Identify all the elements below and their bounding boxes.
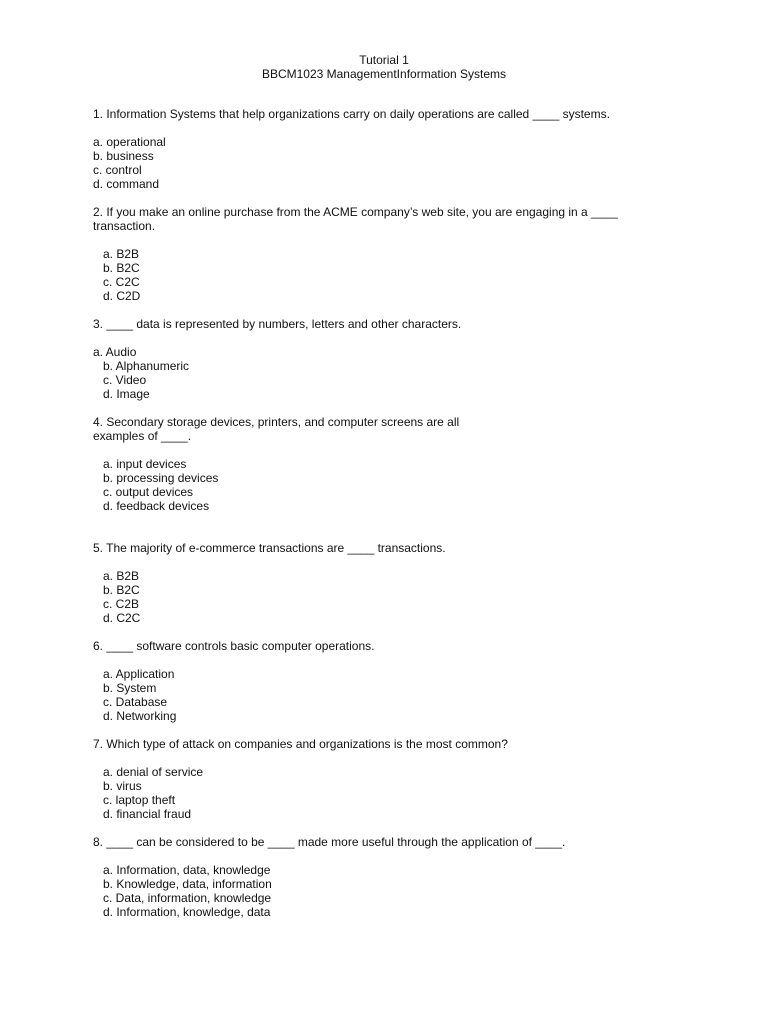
- option-c: c. C2B: [103, 597, 140, 611]
- option-c: c. control: [93, 163, 142, 177]
- option-list: [93, 345, 461, 401]
- question-text: 5. The majority of e-commerce transactions are ____ transactions.: [93, 541, 446, 555]
- option-c: c. laptop theft: [103, 793, 176, 807]
- question-text: 7. Which type of attack on companies and organizations is the most common?: [93, 737, 508, 751]
- option-list: [93, 765, 508, 821]
- option-b: b. virus: [103, 779, 142, 793]
- document-header: [0, 53, 768, 81]
- option-c: c. output devices: [103, 485, 194, 499]
- option-list: [93, 457, 459, 513]
- option-c: c. Video: [103, 373, 147, 387]
- option-d: d. command: [93, 177, 160, 191]
- option-a: a. Application: [103, 667, 175, 681]
- question-8: [93, 835, 565, 919]
- question-7: [93, 737, 508, 821]
- course-title: BBCM1023 ManagementInformation Systems: [261, 67, 507, 81]
- question-5: [93, 541, 446, 625]
- option-b: b. B2C: [103, 261, 140, 275]
- option-d: d. Image: [103, 387, 150, 401]
- option-b: b. Alphanumeric: [103, 359, 190, 373]
- question-text: 6. ____ software controls basic computer operations.: [93, 639, 375, 653]
- option-d: d. C2D: [103, 289, 141, 303]
- option-b: b. business: [93, 149, 154, 163]
- option-a: a. input devices: [103, 457, 187, 471]
- option-c: c. C2C: [103, 275, 140, 289]
- option-d: d. Networking: [103, 709, 177, 723]
- question-4: [93, 415, 459, 513]
- question-text-continued: examples of ____.: [93, 429, 192, 443]
- question-text-continued: transaction.: [93, 219, 156, 233]
- option-d: d. C2C: [103, 611, 141, 625]
- option-a: a. denial of service: [103, 765, 204, 779]
- question-6: [93, 639, 374, 723]
- option-c: c. Database: [103, 695, 168, 709]
- option-d: d. financial fraud: [103, 807, 192, 821]
- option-b: b. B2C: [103, 583, 140, 597]
- option-a: a. B2B: [103, 569, 140, 583]
- option-d: d. feedback devices: [103, 499, 210, 513]
- option-list: [93, 569, 446, 625]
- question-2: [93, 205, 618, 303]
- option-a: a. Information, data, knowledge: [103, 863, 271, 877]
- option-list: [93, 667, 374, 723]
- option-c: c. Data, information, knowledge: [103, 891, 272, 905]
- option-a: a. B2B: [103, 247, 140, 261]
- question-3: [93, 317, 461, 401]
- option-a: a. operational: [93, 135, 166, 149]
- question-text: 4. Secondary storage devices, printers, and computer screens are all: [93, 415, 460, 429]
- question-text: 3. ____ data is represented by numbers, letters and other characters.: [93, 317, 462, 331]
- option-d: d. Information, knowledge, data: [103, 905, 271, 919]
- option-b: b. Knowledge, data, information: [103, 877, 272, 891]
- option-a: a. Audio: [93, 345, 137, 359]
- question-text: 2. If you make an online purchase from the ACME company’s web site, you are engaging in a ____: [93, 205, 618, 219]
- question-text: 8. ____ can be considered to be ____ made more useful through the application of ____.: [93, 835, 566, 849]
- option-list: [93, 247, 618, 303]
- option-b: b. System: [103, 681, 157, 695]
- document-title: Tutorial 1: [359, 53, 409, 67]
- option-b: b. processing devices: [103, 471, 219, 485]
- question-1: [93, 107, 610, 191]
- question-text: 1. Information Systems that help organizations carry on daily operations are called ____ systems.: [93, 107, 610, 121]
- option-list: [93, 863, 565, 919]
- option-list: [93, 135, 610, 191]
